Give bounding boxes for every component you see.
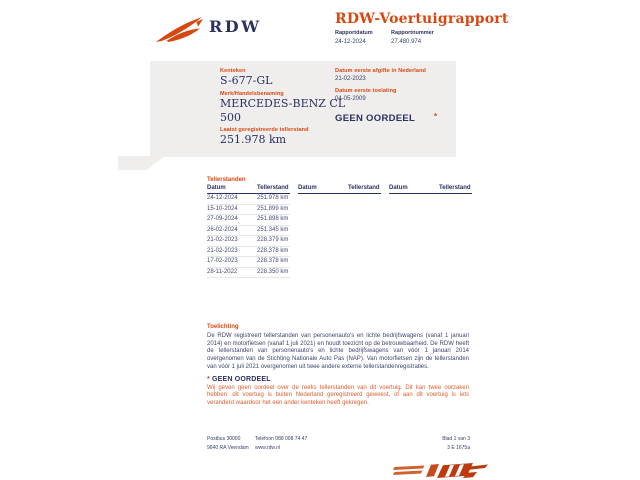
toelating-label: Datum eerste toelating — [335, 88, 397, 94]
row-stand: 251.345 km — [257, 226, 289, 233]
tellerstanden-title: Tellerstanden — [207, 177, 246, 183]
row-stand: 251.898 km — [257, 216, 289, 222]
row-datum: 26-02-2024 — [207, 226, 238, 233]
table-row — [207, 226, 290, 237]
row-datum: 21-02-2023 — [207, 247, 238, 254]
row-datum: 24-12-2024 — [207, 195, 238, 201]
table-header-group-1 — [207, 185, 290, 194]
row-stand: 228.378 km — [257, 247, 289, 254]
oordeel-note-title — [207, 376, 271, 383]
col-tellerstand: Tellerstand — [257, 185, 289, 191]
footer-postbus: Postbus 30000 — [207, 436, 241, 442]
kenteken-label: Kenteken — [220, 68, 246, 74]
footer-phone: Telefoon 088 008 74 47 — [255, 436, 308, 442]
col-datum: Datum — [298, 185, 317, 191]
afgifte-label: Datum eerste afgifte in Nederland — [335, 68, 427, 74]
table-row — [207, 247, 290, 258]
row-datum: 27-09-2024 — [207, 216, 238, 222]
footer-page-info — [390, 435, 470, 453]
report-number-block — [391, 30, 434, 45]
merk-label: Merk/Handelsbenaming — [220, 91, 284, 97]
table-row — [207, 205, 290, 216]
row-stand: 228.379 km — [257, 237, 289, 243]
col-tellerstand: Tellerstand — [439, 185, 471, 191]
card-corner-decoration — [118, 156, 165, 170]
rdw-bird-icon — [155, 16, 203, 43]
footer-city: 9640 RA Veendam — [207, 445, 249, 451]
rdw-logo — [155, 16, 203, 48]
report-number-value: 27.480.974 — [391, 38, 422, 45]
merk-value: MERCEDES-BENZ CL 500 — [220, 97, 346, 124]
rdw-logo-text: RDW — [209, 17, 262, 36]
report-meta — [335, 30, 448, 48]
footer-page-number: Blad 1 van 3 — [442, 436, 470, 442]
afgifte-value: 21-02-2023 — [335, 76, 366, 82]
row-datum: 21-02-2023 — [207, 237, 238, 243]
row-stand: 228.378 km — [257, 258, 289, 264]
table-header-group-3 — [389, 185, 472, 194]
note-title-text: GEEN OORDEEL — [211, 376, 271, 383]
rdw-stripes-decoration — [393, 461, 491, 480]
laatste-tellerstand-value: 251.978 km — [220, 133, 287, 146]
footer-contact — [255, 435, 307, 453]
row-datum: 28-11-2022 — [207, 268, 238, 275]
table-row — [207, 257, 290, 268]
report-number-label: Rapportnummer — [391, 30, 434, 36]
oordeel-status: GEEN OORDEEL — [335, 113, 416, 124]
table-row — [207, 215, 290, 226]
col-datum: Datum — [207, 185, 226, 191]
toelichting-text: De RDW registreert tellerstanden van personenauto's en lichte bedrijfswagens (vanaf 1 januari 2014) en motorfietsen (vanaf 1 juli 2021) en houdt toezicht op de betrouwbaarheid. De RDW heeft de tellerstanden van personenauto's en lichte bedrijfswagens van vóór 1 januari 2014 overgenomen van de Stichting Nationale Auto Pas (NAP). Van motorfietsen zijn de tellerstanden van vóór 1 juli 2021 overgenomen uit twee andere externe tellerstandenregistraties. — [207, 333, 469, 370]
row-stand: 251.899 km — [257, 205, 289, 212]
report-date-label: Rapportdatum — [335, 30, 373, 36]
oordeel-asterisk: * — [434, 112, 438, 121]
row-stand: 251.978 km — [257, 195, 289, 201]
table-header-group-2 — [298, 185, 381, 194]
table-row — [207, 236, 290, 247]
laatste-tellerstand-label: Laatst geregistreerde tellerstand — [220, 127, 309, 133]
report-date-value: 24-12-2024 — [335, 38, 366, 45]
row-datum: 17-02-2023 — [207, 258, 238, 264]
footer-website-link[interactable]: www.rdw.nl — [255, 445, 281, 451]
footer-form-code: 3 E 1675a — [447, 445, 470, 451]
note-asterisk: * — [207, 376, 210, 383]
tellerstanden-rows — [207, 194, 290, 278]
report-title: RDW-Voertuigrapport — [335, 11, 509, 27]
toelating-value: 04-05-2009 — [335, 96, 366, 102]
kenteken-value: S-677-GL — [220, 74, 273, 87]
row-stand: 228.350 km — [257, 268, 289, 275]
row-datum: 15-10-2024 — [207, 205, 238, 212]
col-tellerstand: Tellerstand — [348, 185, 380, 191]
toelichting-title: Toelichting — [207, 324, 239, 330]
table-row — [207, 268, 290, 279]
oordeel-note-text: Wij geven geen oordeel over de reeks tellerstanden van dit voertuig. Dit kan twee oorzaken hebben: dit voertuig is buiten Nederland geregistreerd geweest, of aan dit voertuig is iets veranderd waardoor het een ander kenteken heeft gekregen. — [207, 385, 469, 406]
col-datum: Datum — [389, 185, 408, 191]
table-row — [207, 194, 290, 205]
footer-address — [207, 435, 249, 453]
report-date-block — [335, 30, 373, 45]
